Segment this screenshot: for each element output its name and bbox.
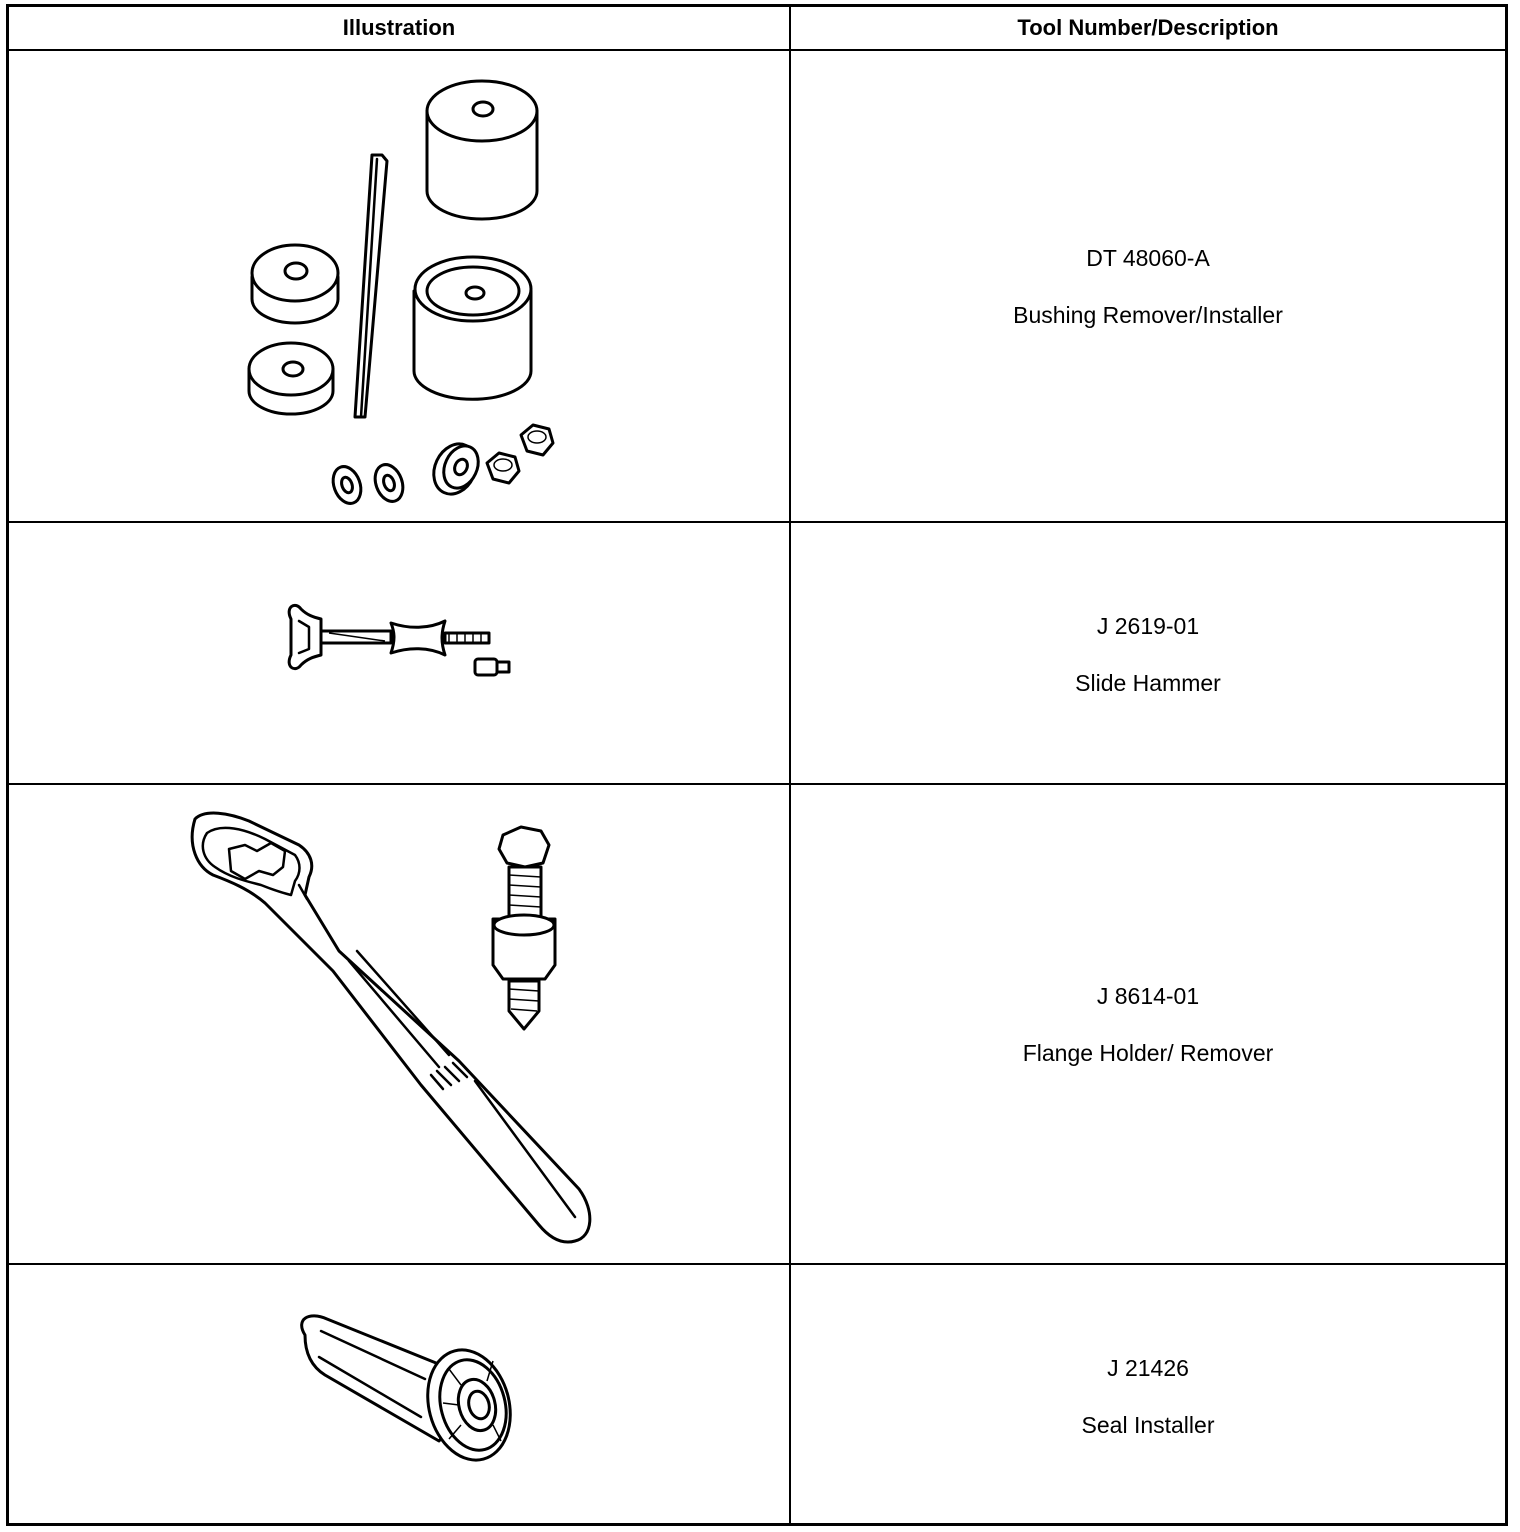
header-tool-number-description: Tool Number/Description [1017,15,1279,40]
tool-description-cell [791,983,1505,1067]
slide-hammer-illustration [9,523,789,783]
tool-description: Flange Holder/ Remover [1022,1040,1274,1066]
flange-holder-remover-illustration [9,785,789,1263]
tool-number: J 21426 [1107,1355,1189,1381]
tool-description-cell [791,1355,1505,1439]
tool-number: J 2619-01 [1096,613,1200,639]
tool-description-cell [791,245,1505,329]
tool-description: Seal Installer [1081,1412,1215,1438]
bushing-remover-installer-kit-illustration [9,51,789,521]
tool-description: Slide Hammer [1075,670,1221,696]
column-divider [789,7,791,1523]
tool-description: Bushing Remover/Installer [1013,302,1283,328]
table-row-illustration [9,51,789,521]
seal-installer-illustration [9,1265,789,1523]
table-row-illustration [9,523,789,783]
tool-description-cell [791,613,1505,697]
table-row-illustration [9,1265,789,1523]
special-tools-table [6,4,1508,1526]
table-row-illustration [9,785,789,1263]
tool-number: DT 48060-A [1086,245,1210,271]
tool-number: J 8614-01 [1096,983,1200,1009]
header-illustration: Illustration [342,15,456,40]
